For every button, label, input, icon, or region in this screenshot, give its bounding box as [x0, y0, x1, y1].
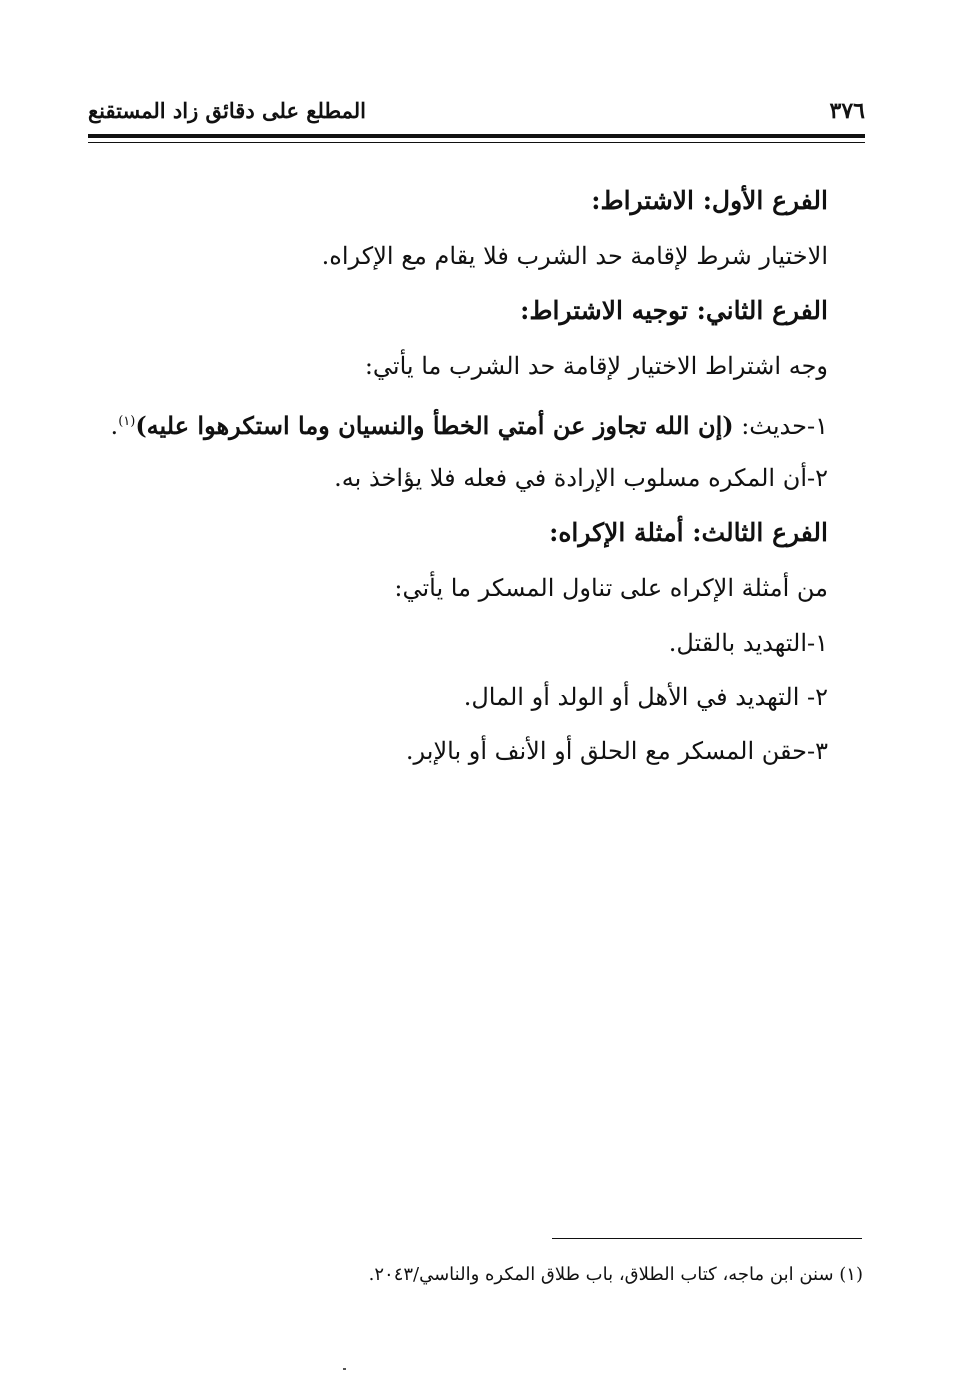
running-title: المطلع على دقائق زاد المستقنع: [88, 98, 367, 123]
footnote: (١) سنن ابن ماجه، كتاب الطلاق، باب طلاق المكره والناسي/٢٠٤٣.: [368, 1264, 863, 1285]
section-heading-first: الفرع الأول: الاشتراط:: [591, 186, 828, 215]
header-rule: [88, 134, 865, 138]
page-header: [88, 96, 865, 130]
header-rule-thin: [88, 142, 865, 143]
section-heading-third: الفرع الثالث: أمثلة الإكراه:: [549, 518, 828, 547]
section-heading-second: الفرع الثاني: توجيه الاشتراط:: [520, 296, 828, 325]
third-list-item-2: ٢- التهديد في الأهل أو الولد أو المال.: [463, 683, 828, 711]
sentence-end: .: [110, 412, 119, 440]
third-list-item-1: ١-التهديد بالقتل.: [668, 629, 828, 657]
scan-speck: [343, 1368, 346, 1370]
footnote-rule: [552, 1238, 862, 1239]
second-list-item-1: [90, 394, 828, 450]
page-number: ٣٧٦: [829, 98, 865, 124]
third-intro: من أمثلة الإكراه على تناول المسكر ما يأتي:: [394, 574, 828, 602]
third-list-item-3: ٣-حقن المسكر مع الحلق أو الأنف أو بالإبر.: [405, 737, 828, 765]
footnote-marker[interactable]: (١): [118, 414, 136, 429]
hadith-quote: (إن الله تجاوز عن أمتي الخطأ والنسيان وما استكرهوا عليه): [135, 411, 734, 440]
second-list-item-2: ٢-أن المكره مسلوب الإرادة في فعله فلا يؤاخذ به.: [334, 464, 828, 492]
list-item-prefix: ١-حديث:: [733, 412, 828, 440]
second-intro: وجه اشتراط الاختيار لإقامة حد الشرب ما يأتي:: [364, 352, 828, 380]
page-body: [90, 174, 828, 778]
first-text: الاختيار شرط لإقامة حد الشرب فلا يقام مع الإكراه.: [321, 242, 828, 270]
